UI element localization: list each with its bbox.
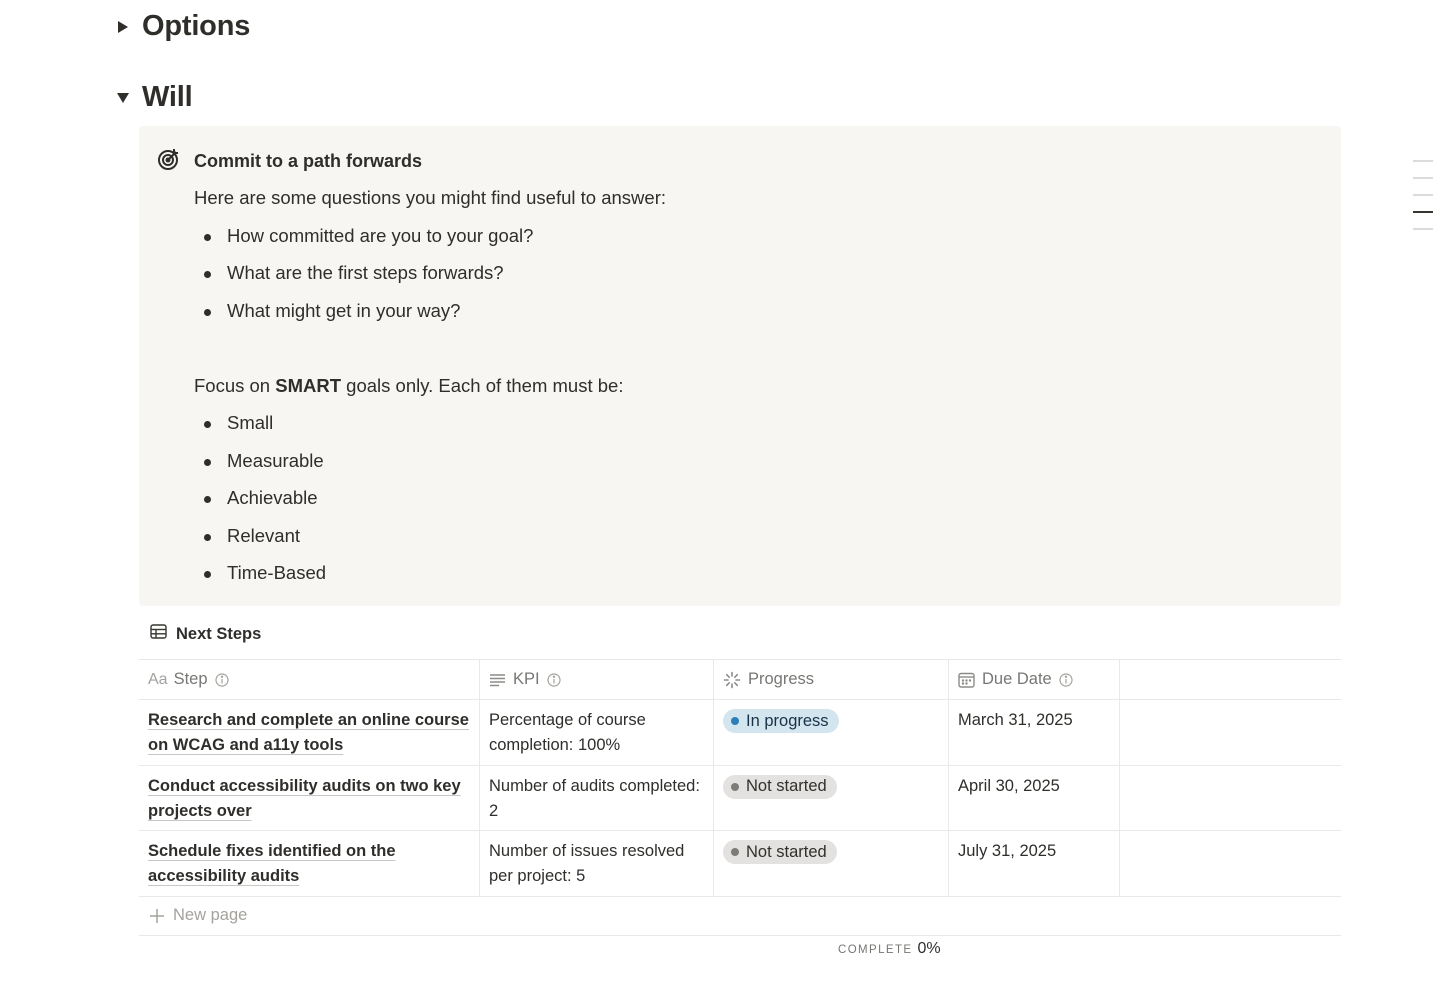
status-badge[interactable] xyxy=(723,840,837,864)
column-header-empty xyxy=(1120,660,1341,699)
empty-line xyxy=(194,324,1321,362)
outline-item[interactable] xyxy=(1413,228,1433,230)
column-header-step[interactable] xyxy=(139,660,480,699)
column-header-due-date[interactable] xyxy=(949,660,1120,699)
toggle-heading-options[interactable] xyxy=(112,10,250,43)
plus-icon xyxy=(149,908,165,924)
step-cell[interactable] xyxy=(139,700,480,765)
text-property-icon xyxy=(489,673,506,687)
outline-item-active[interactable] xyxy=(1413,211,1433,213)
calculation-value: 0% xyxy=(917,940,941,957)
table-icon xyxy=(150,624,167,644)
smart-bold: SMART xyxy=(275,374,342,396)
info-icon[interactable] xyxy=(547,673,561,687)
kpi-cell[interactable]: Number of issues resolved per project: 5 xyxy=(480,831,714,896)
column-header-label: Step xyxy=(173,670,208,688)
smart-suffix: goals only. Each of them must be: xyxy=(341,374,624,396)
status-badge[interactable] xyxy=(723,775,837,799)
column-header-label: Due Date xyxy=(982,670,1052,688)
page-outline[interactable] xyxy=(1413,160,1433,245)
status-label: In progress xyxy=(746,711,829,730)
caret-right-icon[interactable] xyxy=(112,16,134,38)
status-label: Not started xyxy=(746,777,827,795)
database-title-label: Next Steps xyxy=(176,624,262,643)
new-page-label: New page xyxy=(173,906,248,924)
table-row[interactable] xyxy=(139,766,1341,832)
target-icon[interactable] xyxy=(157,147,181,171)
list-item: What might get in your way? xyxy=(194,287,1321,325)
smart-prefix: Focus on xyxy=(194,374,276,396)
caret-down-icon[interactable] xyxy=(112,87,134,109)
status-dot xyxy=(731,783,739,791)
callout-title: Commit to a path forwards xyxy=(194,151,423,171)
new-page-button[interactable] xyxy=(139,897,1341,936)
empty-cell xyxy=(1120,700,1341,765)
database-title[interactable] xyxy=(150,624,261,644)
progress-cell[interactable] xyxy=(714,700,949,765)
list-item: How committed are you to your goal? xyxy=(194,212,1321,250)
status-property-icon xyxy=(723,671,741,689)
outline-item[interactable] xyxy=(1413,160,1433,162)
due-date-cell[interactable]: April 30, 2025 xyxy=(949,766,1120,831)
status-dot xyxy=(731,848,739,856)
smart-intro xyxy=(194,362,1321,400)
list-item: Relevant xyxy=(194,512,1321,550)
smart-list xyxy=(194,399,1321,587)
due-date-cell[interactable]: July 31, 2025 xyxy=(949,831,1120,896)
list-item: Measurable xyxy=(194,437,1321,475)
title-property-icon: Aa xyxy=(148,671,168,688)
empty-cell xyxy=(1120,766,1341,831)
outline-item[interactable] xyxy=(1413,177,1433,179)
column-header-kpi[interactable] xyxy=(480,660,714,699)
step-title-link[interactable]: Schedule fixes identified on the accessibility audits xyxy=(148,842,396,885)
due-date-cell[interactable]: March 31, 2025 xyxy=(949,700,1120,765)
table-row[interactable] xyxy=(139,700,1341,766)
progress-cell[interactable] xyxy=(714,831,949,896)
step-title-link[interactable]: Conduct accessibility audits on two key projects over xyxy=(148,776,461,820)
column-header-label: Progress xyxy=(748,670,815,688)
kpi-cell[interactable]: Percentage of course completion: 100% xyxy=(480,700,714,765)
progress-calculation[interactable] xyxy=(838,940,941,958)
progress-cell[interactable] xyxy=(714,766,949,831)
info-icon[interactable] xyxy=(1059,673,1073,687)
step-title-link[interactable]: Research and complete an online course on WCAG and a11y tools xyxy=(148,711,469,754)
callout-block xyxy=(139,126,1341,606)
list-item: What are the first steps forwards? xyxy=(194,249,1321,287)
heading-will-title: Will xyxy=(142,81,193,113)
calendar-icon xyxy=(958,672,975,688)
table-row[interactable] xyxy=(139,831,1341,897)
step-cell[interactable] xyxy=(139,831,480,896)
table-header-row xyxy=(139,660,1341,700)
status-dot xyxy=(731,717,739,725)
list-item: Time-Based xyxy=(194,549,1321,587)
heading-options-title: Options xyxy=(142,10,251,42)
list-item: Achievable xyxy=(194,474,1321,512)
kpi-cell[interactable]: Number of audits completed: 2 xyxy=(480,766,714,831)
outline-item[interactable] xyxy=(1413,194,1433,196)
status-badge[interactable] xyxy=(723,709,839,733)
calculation-label: COMPLETE xyxy=(838,944,913,956)
step-cell[interactable] xyxy=(139,766,480,831)
questions-list xyxy=(194,212,1321,325)
column-header-label: KPI xyxy=(513,670,540,688)
info-icon[interactable] xyxy=(215,673,229,687)
next-steps-table xyxy=(139,659,1341,936)
callout-intro: Here are some questions you might find useful to answer: xyxy=(194,187,666,208)
column-header-progress[interactable] xyxy=(714,660,949,699)
empty-cell xyxy=(1120,831,1341,896)
toggle-heading-will[interactable] xyxy=(112,81,193,114)
status-label: Not started xyxy=(746,842,827,861)
list-item: Small xyxy=(194,399,1321,437)
